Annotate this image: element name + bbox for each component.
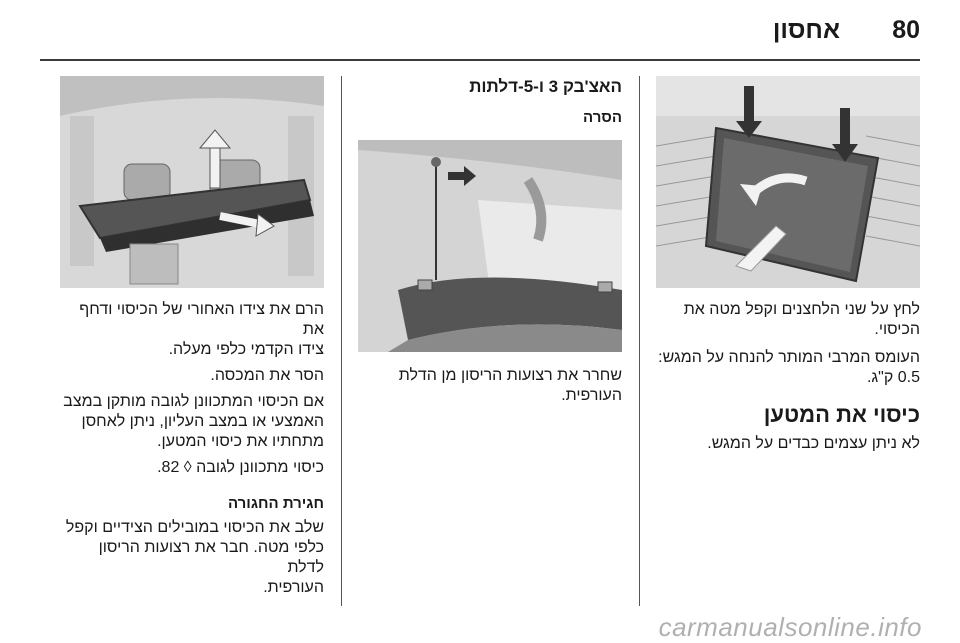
left-line-3a: אם הכיסוי המתכוונן לגובה מותקן במצב — [63, 393, 324, 410]
right-column — [656, 76, 920, 454]
middle-column — [358, 76, 622, 406]
right-heading: כיסוי את המטען — [763, 402, 920, 427]
page-number: 80 — [892, 16, 920, 44]
middle-caption-1: שחרר את רצועות הריסון מן הדלת — [398, 367, 622, 384]
right-caption-2: העומס המרבי המותר להנחה על המגש: — [658, 349, 920, 366]
left-line-5c: העורפית. — [263, 579, 324, 596]
right-body: לא ניתן עצמים כבדים על המגש. — [707, 435, 920, 452]
column-divider-left — [341, 76, 342, 606]
left-line-5a: שלב את הכיסוי במובילים הצידיים וקפל — [65, 519, 324, 536]
left-line-3c: מתחתיו את כיסוי המטען. — [157, 433, 324, 450]
left-line-2: הסר את המכסה. — [210, 367, 324, 384]
left-caption-1b: צידו הקדמי כלפי מעלה. — [168, 341, 324, 358]
header-rule — [40, 59, 920, 61]
left-line-3b: האמצעי או במצב העליון, ניתן לאחסן — [81, 413, 324, 430]
right-caption-1: לחץ על שני הלחצנים וקפל מטה את — [683, 301, 920, 318]
page-header — [0, 0, 960, 62]
middle-subheading: הסרה — [583, 109, 622, 126]
figure-tailgate-straps — [358, 140, 622, 352]
left-line-5b: כלפי מטה. חבר את רצועות הריסון לדלת — [98, 539, 324, 576]
column-divider-right — [639, 76, 640, 606]
middle-caption-1b: העורפית. — [561, 387, 622, 404]
figure-cover-fold — [656, 76, 920, 288]
watermark: carmanualsonline.info — [658, 612, 922, 642]
left-subheading: חגירת החגורה — [227, 495, 324, 512]
right-caption-2b: 0.5 ק"ג. — [866, 369, 920, 386]
figure-cover-lift — [60, 76, 324, 288]
left-line-4: כיסוי מתכוונן לגובה ◊ 82. — [157, 459, 324, 476]
left-caption-1: הרם את צידו האחורי של הכיסוי ודחף את — [79, 301, 324, 338]
right-caption-1b: הכיסוי. — [874, 321, 920, 338]
left-column — [60, 76, 324, 598]
middle-heading: האצ'בק 3 ו-5-דלתות — [469, 77, 622, 96]
section-title: אחסון — [772, 16, 840, 44]
